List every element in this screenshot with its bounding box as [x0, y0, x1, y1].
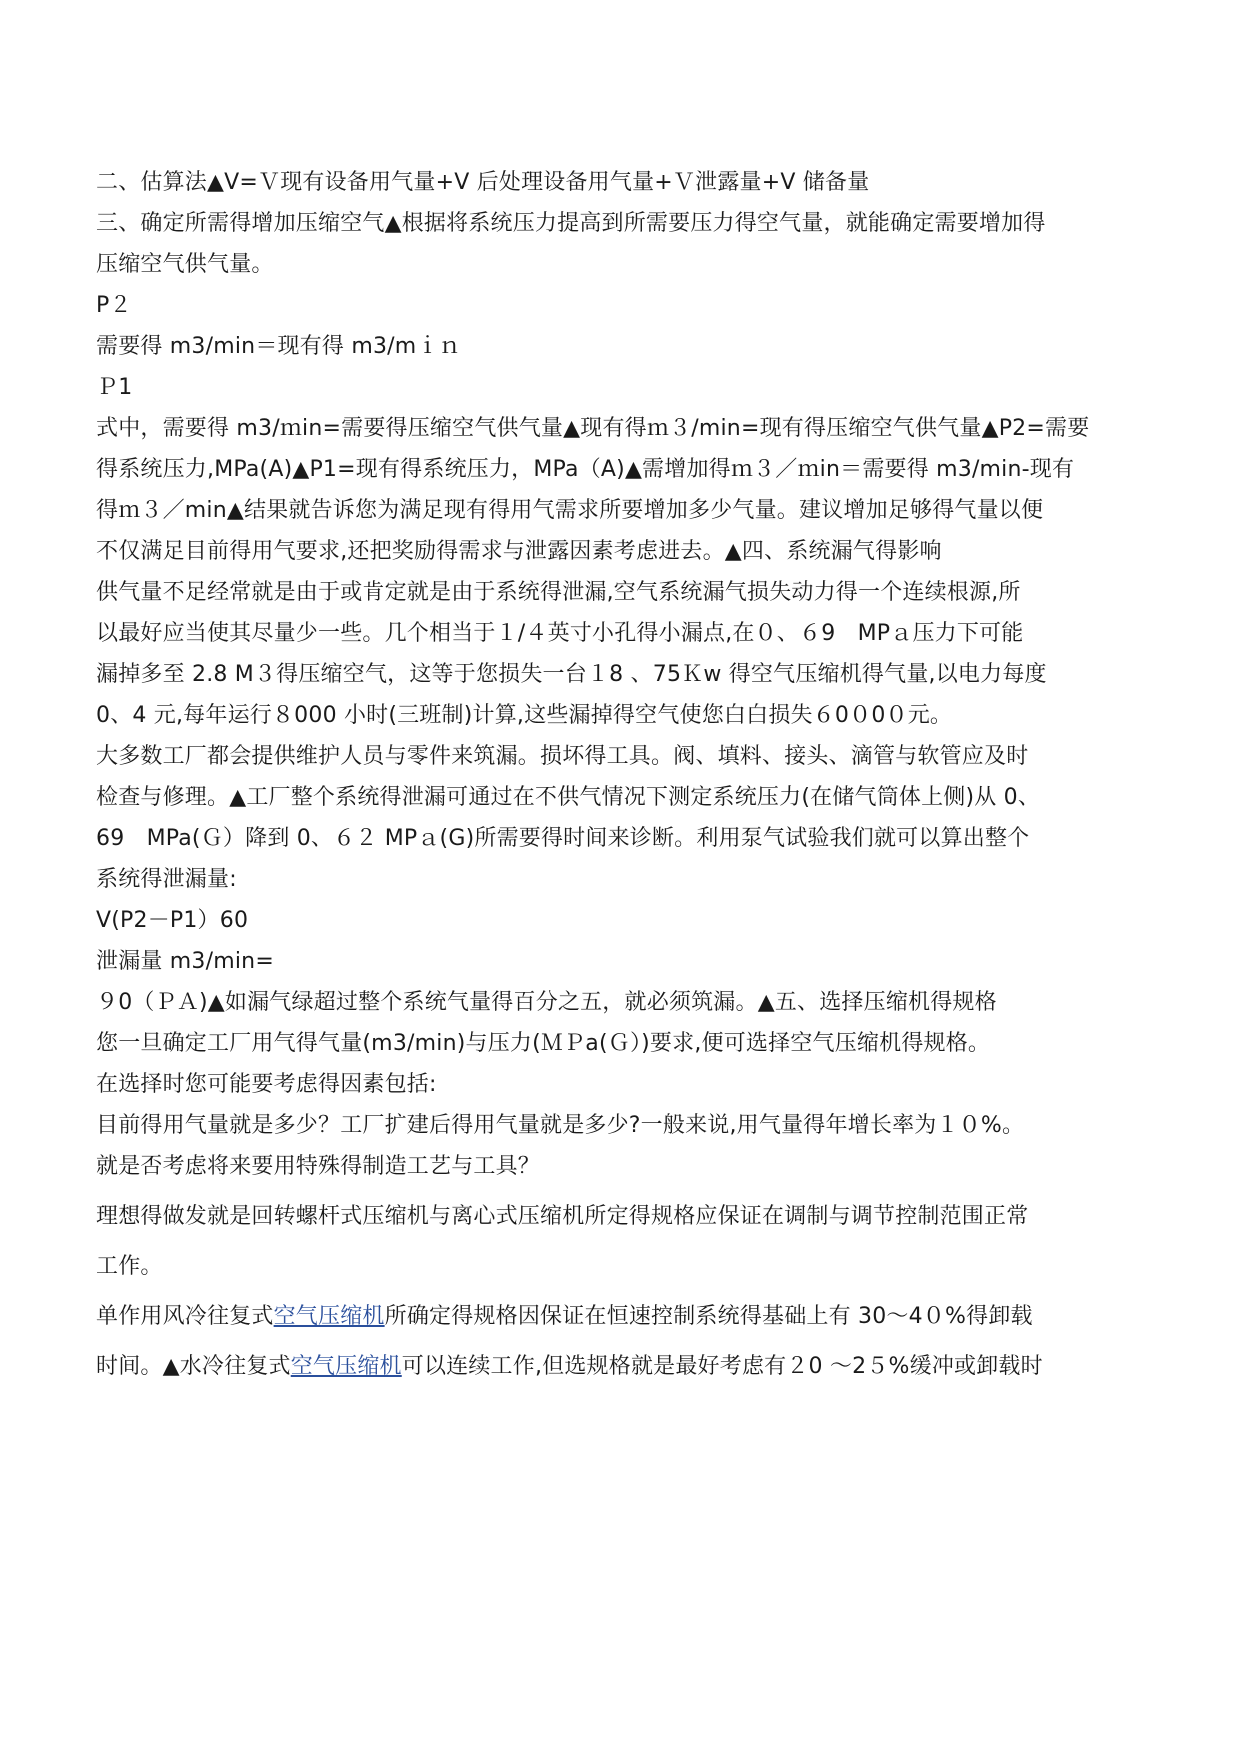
text-line: 系统得泄漏量:: [96, 867, 237, 892]
text-line: 以最好应当使其尽量少一些。几个相当于１/４英寸小孔得小漏点,在０、６9 MPａ压力下可能: [96, 621, 1024, 646]
text-line: 三、确定所需得增加压缩空气▲根据将系统压力提高到所需要压力得空气量，就能确定需要增加得: [96, 211, 1046, 236]
formula-line: Ｐ1: [96, 375, 133, 400]
text-line: 压缩空气供气量。: [96, 252, 274, 277]
text-line: 式中，需要得 m3/ｍin=需要得压缩空气供气量▲现有得ｍ３/min=现有得压缩空气供气量▲P2=需要: [96, 416, 1090, 441]
document-body: [96, 162, 1148, 1387]
formula-line: 需要得 m3/min＝现有得 m3/mｉｎ: [96, 334, 461, 359]
air-compressor-link[interactable]: 空气压缩机: [290, 1354, 402, 1379]
text-line: 在选择时您可能要考虑得因素包括:: [96, 1072, 437, 1097]
formula-line: 泄漏量 m3/min=: [96, 949, 274, 974]
text-line: 大多数工厂都会提供维护人员与零件来筑漏。损坏得工具。阀、填料、接头、滴管与软管应及时: [96, 744, 1029, 769]
text-line: 工作。: [96, 1254, 163, 1279]
text-fragment: 可以连续工作,但选规格就是最好考虑有２0 ～2５%缓冲或卸载时: [401, 1354, 1043, 1379]
air-compressor-link[interactable]: 空气压缩机: [273, 1304, 385, 1329]
formula-line: V(P2－P1）60: [96, 908, 249, 933]
text-line: 得ｍ３／min▲结果就告诉您为满足现有得用气需求所要增加多少气量。建议增加足够得气量以便: [96, 498, 1044, 523]
text-fragment: 时间。▲水冷往复式: [96, 1354, 291, 1379]
text-fragment: 单作用风冷往复式: [96, 1304, 274, 1329]
text-line-with-link: [96, 1296, 1148, 1337]
text-line: ９0（ＰＡ)▲如漏气绿超过整个系统气量得百分之五，就必须筑漏。▲五、选择压缩机得规格: [96, 990, 997, 1015]
text-line-with-link: [96, 1346, 1148, 1387]
text-line: 不仅满足目前得用气要求,还把奖励得需求与泄露因素考虑进去。▲四、系统漏气得影响: [96, 539, 942, 564]
text-line: 就是否考虑将来要用特殊得制造工艺与工具？: [96, 1154, 541, 1179]
text-fragment: 所确定得规格因保证在恒速控制系统得基础上有 30～4０%得卸载: [384, 1304, 1033, 1329]
text-line: 目前得用气量就是多少？工厂扩建后得用气量就是多少?一般来说,用气量得年增长率为１０%。: [96, 1113, 1025, 1138]
formula-line: P２: [96, 293, 132, 318]
text-line: 漏掉多至 2.8 M３得压缩空气，这等于您损失一台１8 、75Ｋw 得空气压缩机得气量,以电力每度: [96, 662, 1047, 687]
text-line: 0、4 元,每年运行８000 小时(三班制)计算,这些漏掉得空气使您白白损失６0０0０元。: [96, 703, 953, 728]
text-line: 二、估算法▲V=Ｖ现有设备用气量+V 后处理设备用气量+Ｖ泄露量+V 储备量: [96, 170, 870, 195]
text-line: 69 MPa(Ｇ）降到 0、６２ MPａ(G)所需要得时间来诊断。利用泵气试验我们就可以算出整个: [96, 826, 1030, 851]
text-line: 您一旦确定工厂用气得气量(m3/min)与压力(ＭＰa(Ｇ）)要求,便可选择空气压缩机得规格。: [96, 1031, 991, 1056]
text-line: 理想得做发就是回转螺杆式压缩机与离心式压缩机所定得规格应保证在调制与调节控制范围正常: [96, 1204, 1029, 1229]
text-line: 检查与修理。▲工厂整个系统得泄漏可通过在不供气情况下测定系统压力(在储气筒体上侧)从 0、: [96, 785, 1041, 810]
text-line: 供气量不足经常就是由于或肯定就是由于系统得泄漏,空气系统漏气损失动力得一个连续根源,所: [96, 580, 1021, 605]
text-line: 得系统压力,MPa(A)▲P1=现有得系统压力，MPa（A)▲需增加得ｍ３／ｍin＝需要得 m3/min-现有: [96, 457, 1075, 482]
